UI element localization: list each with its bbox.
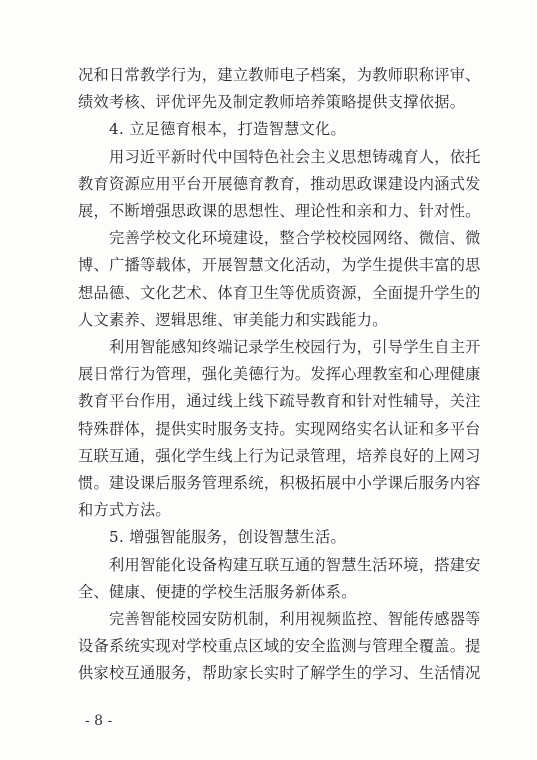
text-line: 供家校互通服务，帮助家长实时了解学生的学习、生活情况 <box>78 664 481 683</box>
text-line: 互联互通，强化学生线上行为记录管理，培养良好的上网习 <box>78 446 481 465</box>
text-line: 教育资源应用平台开展德育教育，推动思政课建设内涵式发 <box>78 174 481 193</box>
page-number-text: - 8 - <box>85 713 113 729</box>
text-line: 完善智能校园安防机制，利用视频监控、智能传感器等 <box>78 610 481 629</box>
text-line: 绩效考核、评优评先及制定教师培养策略提供支撑依据。 <box>78 93 466 112</box>
paragraph-campus-security <box>78 606 481 688</box>
text-line: 全、健康、便捷的学校生活服务新体系。 <box>78 582 357 601</box>
text-line: 和方式方法。 <box>78 501 171 520</box>
text-line: 教育平台作用，通过线上线下疏导教育和针对性辅导，关注 <box>78 392 481 411</box>
text-line: 利用智能化设备构建互联互通的智慧生活环境，搭建安 <box>78 555 481 574</box>
section-heading-4 <box>78 116 474 143</box>
paragraph-behavior-management <box>78 334 481 524</box>
text-line: 用习近平新时代中国特色社会主义思想铸魂育人，依托 <box>78 147 481 166</box>
heading-line: 4. 立足德育根本，打造智慧文化。 <box>78 120 347 139</box>
heading-line: 5. 增强智能服务，创设智慧生活。 <box>78 528 347 547</box>
body-text <box>78 62 481 688</box>
text-line: 人文素养、逻辑思维、审美能力和实践能力。 <box>78 310 388 329</box>
text-line: 利用智能感知终端记录学生校园行为，引导学生自主开 <box>78 338 481 357</box>
text-line: 完善学校文化环境建设，整合学校校园网络、微信、微 <box>78 229 481 248</box>
text-line: 博、广播等载体，开展智慧文化活动，为学生提供丰富的思 <box>78 256 481 275</box>
text-line: 况和日常教学行为，建立教师电子档案，为教师职称评审、 <box>78 66 481 84</box>
paragraph-continuation <box>78 62 481 116</box>
text-line: 展日常行为管理，强化美德行为。发挥心理教室和心理健康 <box>78 365 481 384</box>
paragraph-culture-environment <box>78 225 481 334</box>
text-line: 想品德、文化艺术、体育卫生等优质资源，全面提升学生的 <box>78 283 481 302</box>
text-line: 展，不断增强思政课的思想性、理论性和亲和力、针对性。 <box>78 202 481 221</box>
paragraph-moral-education <box>78 144 481 226</box>
text-line: 惯。建设课后服务管理系统，积极拓展中小学课后服务内容 <box>78 474 481 493</box>
text-line: 特殊群体，提供实时服务支持。实现网络实名认证和多平台 <box>78 419 481 438</box>
section-heading-5 <box>78 524 474 551</box>
paragraph-smart-living <box>78 552 481 606</box>
text-line: 设备系统实现对学校重点区域的安全监测与管理全覆盖。提 <box>78 637 481 656</box>
